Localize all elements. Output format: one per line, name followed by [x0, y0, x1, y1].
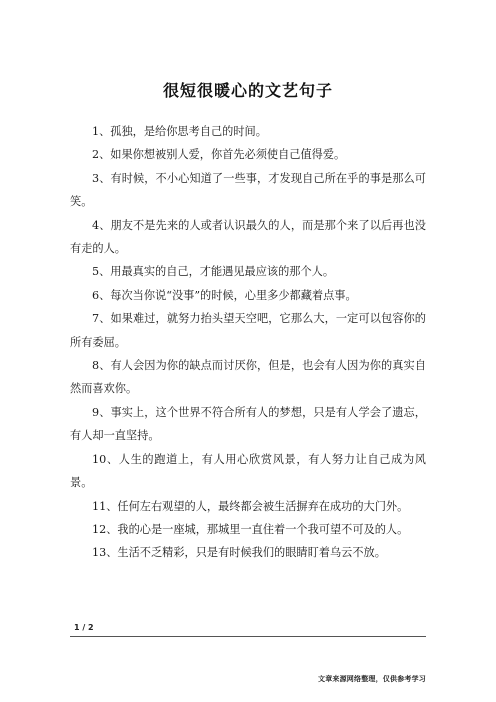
list-item: 6、每次当你说“没事”的时候，心里多少都藏着点事。	[92, 288, 357, 302]
list-item: 7、如果难过，就努力抬头望天空吧，它那么大，一定可以包容你的所有委屈。	[70, 312, 426, 349]
list-item: 13、生活不乏精彩，只是有时候我们的眼睛盯着乌云不放。	[92, 546, 386, 560]
list-item: 1、孤独，是给你思考自己的时间。	[92, 125, 267, 138]
list-item: 3、有时候，不小心知道了一些事，才发现自己所在乎的事是那么可笑。	[70, 171, 426, 209]
list-item: 2、如果你想被别人爱，你首先必须使自己值得爱。	[92, 148, 346, 162]
list-item: 9、事实上，这个世界不符合所有人的梦想，只是有人学会了遗忘，有人却一直坚持。	[70, 405, 426, 443]
list-item: 10、人生的跑道上，有人用心欣赏风景，有人努力让自己成为风景。	[70, 452, 426, 490]
list-item: 8、有人会因为你的缺点而讨厌你，但是，也会有人因为你的真实自然而喜欢你。	[70, 359, 426, 396]
page-number: 1 / 2	[74, 623, 94, 632]
footer-note: 文章来源网络整理，仅供参考学习	[318, 675, 426, 683]
list-item: 11、任何左右观望的人，最终都会被生活摒弃在成功的大门外。	[92, 499, 409, 513]
list-item: 5、用最真实的自己，才能遇见最应该的那个人。	[92, 265, 335, 279]
document-title: 很短很暖心的文艺句子	[162, 81, 333, 100]
document-body	[70, 120, 426, 565]
footer-divider	[70, 636, 426, 637]
list-item: 12、我的心是一座城，那城里一直住着一个我可望不可及的人。	[92, 522, 409, 536]
list-item: 4、朋友不是先来的人或者认识最久的人，而是那个来了以后再也没有走的人。	[70, 218, 426, 256]
